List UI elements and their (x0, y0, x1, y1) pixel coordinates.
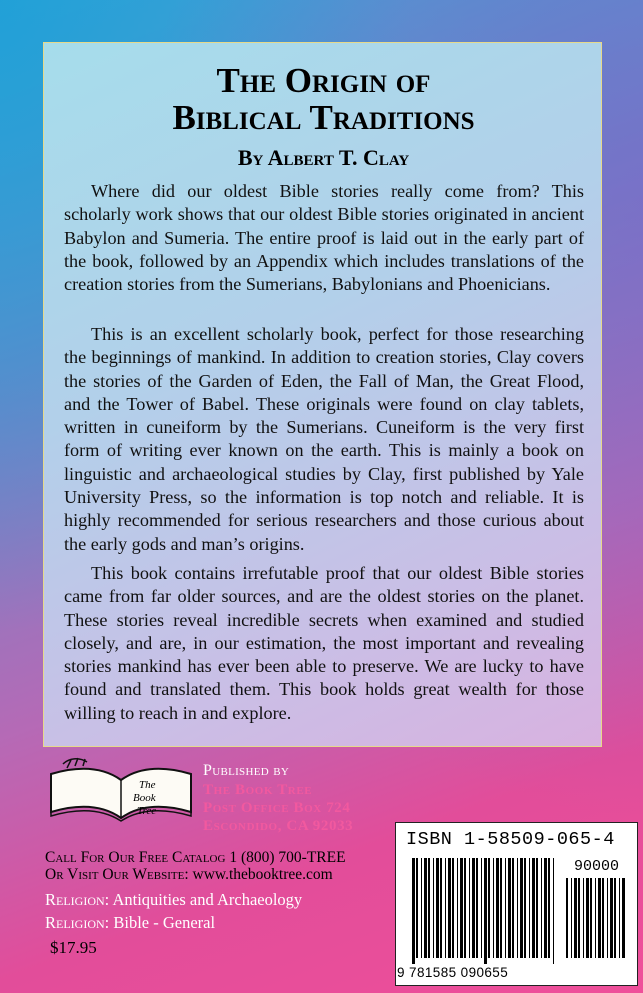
barcode-stripe (424, 858, 427, 958)
website-url[interactable]: www.thebooktree.com (192, 866, 333, 883)
barcode-stripe (416, 858, 418, 958)
barcode-stripe (598, 878, 601, 958)
book-title-line-1: The Origin of (216, 61, 431, 100)
barcode-stripe (517, 858, 518, 958)
barcode-stripe (448, 858, 451, 958)
category-label: Religion: (45, 913, 110, 932)
price: $17.95 (50, 938, 97, 957)
open-book-logo (45, 754, 197, 822)
book-title-line-2: Biblical Traditions (172, 98, 475, 137)
barcode-stripe (520, 858, 523, 958)
barcode-stripe (457, 858, 458, 958)
category-label: Religion: (45, 890, 110, 909)
barcode-stripe (590, 878, 592, 958)
barcode-stripe (619, 878, 620, 958)
ean-number: 9 781585 090655 (397, 965, 509, 980)
publisher-name: The Book Tree (203, 782, 313, 798)
isbn-number: ISBN 1-58509-065-4 (406, 829, 615, 850)
category-value: Bible - General (113, 913, 216, 932)
barcode-stripe (481, 858, 482, 958)
barcode-stripe (440, 858, 442, 958)
category-line-2 (45, 913, 215, 933)
barcode-stripe (460, 858, 463, 958)
barcode-stripe (610, 878, 613, 958)
category-line-1 (45, 890, 302, 910)
barcode-stripe (574, 878, 577, 958)
barcode-stripe (476, 858, 478, 958)
barcode-panel (395, 822, 638, 986)
barcode-stripe (536, 858, 538, 958)
barcode-stripe (472, 858, 475, 958)
catalog-line (45, 849, 346, 867)
barcode-stripe (544, 858, 547, 958)
barcode-stripe (500, 858, 502, 958)
barcode-stripe (578, 878, 580, 958)
description-panel (43, 42, 602, 747)
barcode-stripe (484, 858, 487, 964)
barcode-stripe (505, 858, 506, 958)
barcode-stripe (529, 858, 530, 958)
catalog-label: Call For Our Free Catalog (45, 849, 226, 866)
barcode-stripe (566, 878, 568, 958)
barcode-stripe (622, 878, 625, 958)
description-paragraph-2: This is an excellent scholarly book, perfect for those researching the beginnings of mankind. In addition to creation stories, Clay covers the stories of the Garden of Eden, the Fall of Man, the Great Flood, and the Tower of Babel. These originals were found on clay tablets, written in cuneiform by the Sumerians. Cuneiform is the very first form of writing ever known on the earth. This is mainly a book on linguistic and archaeological studies by Clay, first published by Yale University Press, so the information is top notch and reliable. It is highly recommended for serious researchers and those curious about the early gods and man’s origins. (64, 324, 584, 554)
website-line (45, 866, 333, 884)
logo-word-the: The (139, 779, 156, 791)
publisher-address-line-2: Escondido, CA 92033 (203, 818, 354, 834)
barcode-stripe (614, 878, 616, 958)
publisher-address-line-1: Post Office Box 724 (203, 800, 351, 816)
barcode-stripe (508, 858, 511, 958)
barcode-stripe (452, 858, 454, 958)
barcode-stripe (524, 858, 526, 958)
barcode-stripe (512, 858, 514, 958)
price-addon-number: 90000 (574, 858, 620, 875)
category-value: Antiquities and Archaeology (112, 890, 303, 909)
barcode-stripe (571, 878, 572, 958)
description-paragraph-3: This book contains irrefutable proof that our oldest Bible stories came from far older sources, and are the oldest stories on the planet. These stories reveal incredible secrets when examined and studied closely, and are, in our estimation, the most important and revealing stories mankind has ever been able to preserve. We are lucky to have found and translated them. This book holds great wealth for those willing to reach in and explore. (64, 563, 584, 723)
barcode-stripe (445, 858, 446, 958)
barcode-stripe (428, 858, 430, 958)
barcode-stripe (541, 858, 542, 958)
barcode-stripe (595, 878, 596, 958)
barcode-stripe (602, 878, 604, 958)
barcode-stripe (469, 858, 470, 958)
barcode-stripe (436, 858, 439, 958)
barcode-stripe (493, 858, 494, 958)
barcode-stripe (496, 858, 499, 958)
published-by-label: Published by (203, 762, 290, 779)
catalog-phone: 1 (800) 700-TREE (229, 849, 346, 866)
barcode-stripe (433, 858, 434, 958)
author-byline: By Albert T. Clay (237, 145, 410, 170)
barcode-stripe (586, 878, 589, 958)
barcode-stripe (607, 878, 608, 958)
barcode-stripe (532, 858, 535, 958)
barcode-stripe (488, 858, 490, 958)
barcode-stripe (553, 858, 554, 964)
barcode-stripe (464, 858, 466, 958)
barcode-stripe (548, 858, 550, 958)
website-label: Or Visit Our Website: (45, 866, 189, 883)
description-paragraph-1: Where did our oldest Bible stories really come from? This scholarly work shows that our oldest Bible stories originated in ancient Babylon and Sumeria. The entire proof is laid out in the early part of the book, followed by an Appendix which includes translations of the creation stories from the Sumerians, Babylonians and Phoenicians. (64, 181, 584, 295)
barcode-stripe (412, 858, 415, 964)
barcode-stripe (583, 878, 584, 958)
logo-word-tree: Tree (137, 805, 157, 817)
barcode-stripe (421, 858, 422, 958)
logo-word-book: Book (133, 792, 156, 804)
